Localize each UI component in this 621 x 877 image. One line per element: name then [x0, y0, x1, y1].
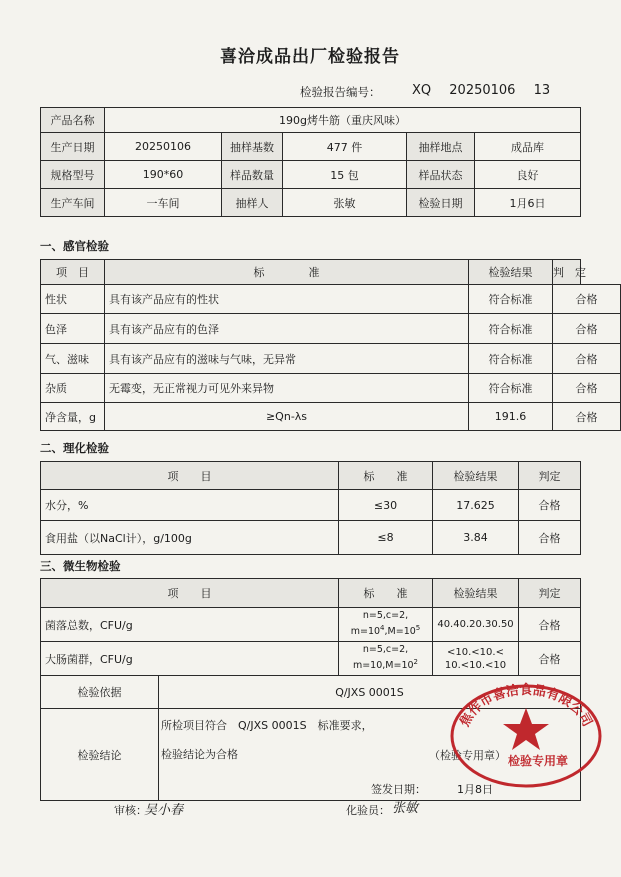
sensory-result: 191.6 — [469, 403, 553, 431]
table-row — [41, 314, 621, 344]
table-row — [41, 490, 581, 521]
micro-standard-line1: n=5,c=2, — [362, 644, 409, 656]
micro-item: 菌落总数，CFU/g — [41, 608, 339, 642]
stamp-star-icon — [503, 708, 549, 750]
physchem-standard: ≤30 — [339, 490, 433, 521]
sensory-judge: 合格 — [553, 344, 621, 374]
micro-head-result: 检验结果 — [433, 579, 519, 608]
stamp-arc-text: 焦作市喜洽食品有限公司 — [457, 683, 595, 730]
table-row — [41, 642, 581, 676]
micro-standard — [339, 642, 433, 676]
inspector-signature: 张敏 — [392, 801, 419, 816]
sensory-result: 符合标准 — [469, 344, 553, 374]
reviewer-label: 审核： — [114, 804, 147, 817]
sensory-result: 符合标准 — [469, 374, 553, 403]
sample-qty: 15 包 — [283, 161, 407, 189]
micro-judge: 合格 — [519, 642, 581, 676]
sensory-judge: 合格 — [553, 374, 621, 403]
workshop: 一车间 — [105, 189, 222, 217]
conclusion-label: 检验结论 — [41, 709, 159, 801]
sensory-item: 杂质 — [41, 374, 105, 403]
physchem-head-standard: 标 准 — [339, 462, 433, 490]
micro-standard-line1: n=5,c=2, — [362, 610, 409, 622]
sensory-judge: 合格 — [553, 285, 621, 314]
inspector-label: 化验员： — [346, 804, 390, 817]
company-stamp — [448, 678, 604, 788]
report-no-label: 检验报告编号： — [300, 85, 381, 99]
sensory-standard: 具有该产品应有的滋味与气味，无异常 — [105, 344, 469, 374]
physchem-head-item: 项 目 — [41, 462, 339, 490]
physchem-head-result: 检验结果 — [433, 462, 519, 490]
sensory-result: 符合标准 — [469, 285, 553, 314]
micro-result-line1: <10.<10.< — [447, 646, 504, 658]
micro-head-judge: 判定 — [519, 579, 581, 608]
physchem-judge: 合格 — [519, 521, 581, 555]
physchem-item: 食用盐（以NaCl计），g/100g — [41, 521, 339, 555]
stamp-note: （检验专用章） — [429, 749, 506, 762]
section-sensory-title: 一、感官检验 — [40, 239, 109, 253]
table-row — [41, 344, 621, 374]
header-table — [40, 107, 581, 217]
issue-date-label: 签发日期： — [371, 783, 426, 796]
physchem-table — [40, 461, 581, 555]
table-row — [41, 608, 581, 642]
prod-date-label: 生产日期 — [41, 133, 105, 161]
product-name: 190g烤牛筋（重庆风味） — [105, 108, 581, 133]
sample-place-label: 抽样地点 — [407, 133, 475, 161]
sensory-head-item: 项 目 — [41, 260, 105, 285]
table-row — [41, 374, 621, 403]
sample-state-label: 样品状态 — [407, 161, 475, 189]
report-title: 喜洽成品出厂检验报告 — [220, 47, 400, 67]
sensory-item: 色泽 — [41, 314, 105, 344]
sensory-table — [40, 259, 586, 285]
sensory-standard: 无霉变，无正常视力可见外来异物 — [105, 374, 469, 403]
micro-judge: 合格 — [519, 608, 581, 642]
sensory-standard: 具有该产品应有的性状 — [105, 285, 469, 314]
basis-value: Q/JXS 0001S — [159, 676, 581, 709]
micro-standard-line2: $m=10^4,M=10^5$ — [350, 624, 421, 638]
reviewer-signature: 吴小春 — [144, 803, 184, 818]
micro-table — [40, 578, 581, 676]
sensory-head-result: 检验结果 — [469, 260, 553, 285]
spec-label: 规格型号 — [41, 161, 105, 189]
prod-date: 20250106 — [105, 133, 222, 161]
sample-state: 良好 — [475, 161, 581, 189]
sensory-head-judge: 判 定 — [553, 260, 581, 285]
micro-result-line2: 10.<10.<10 — [444, 659, 507, 671]
table-row — [41, 403, 621, 431]
sample-base: 477 件 — [283, 133, 407, 161]
section-physchem-title: 二、理化检验 — [40, 441, 109, 455]
report-no-value: XQ 20250106 13 — [412, 83, 551, 98]
micro-standard — [339, 608, 433, 642]
physchem-result: 17.625 — [433, 490, 519, 521]
micro-result — [433, 642, 519, 676]
table-row — [41, 285, 621, 314]
table-row — [41, 521, 581, 555]
sampler-label: 抽样人 — [222, 189, 283, 217]
sensory-body — [40, 284, 621, 431]
inspect-date-label: 检验日期 — [407, 189, 475, 217]
micro-result: 40.40.20.30.50 — [433, 608, 519, 642]
product-name-label: 产品名称 — [41, 108, 105, 133]
sensory-judge: 合格 — [553, 403, 621, 431]
micro-item: 大肠菌群，CFU/g — [41, 642, 339, 676]
conclusion-line2: 检验结论为合格 — [161, 748, 238, 761]
sample-place: 成品库 — [475, 133, 581, 161]
physchem-judge: 合格 — [519, 490, 581, 521]
issue-date: 1月8日 — [457, 783, 493, 796]
sensory-judge: 合格 — [553, 314, 621, 344]
sensory-result: 符合标准 — [469, 314, 553, 344]
sample-base-label: 抽样基数 — [222, 133, 283, 161]
section-micro-title: 三、微生物检验 — [40, 559, 121, 573]
sampler: 张敏 — [283, 189, 407, 217]
sensory-item: 气、滋味 — [41, 344, 105, 374]
stamp-sub-text: 检验专用章 — [508, 754, 569, 768]
spec: 190*60 — [105, 161, 222, 189]
sensory-item: 性状 — [41, 285, 105, 314]
sensory-head-standard: 标 准 — [105, 260, 469, 285]
micro-head-standard: 标 准 — [339, 579, 433, 608]
micro-standard-line2: $m=10,M=10^2$ — [352, 658, 419, 672]
physchem-item: 水分，% — [41, 490, 339, 521]
physchem-standard: ≤8 — [339, 521, 433, 555]
sensory-standard: ≥Qn-λs — [105, 403, 469, 431]
conclusion-line1: 所检项目符合 Q/JXS 0001S 标准要求， — [161, 719, 373, 732]
basis-label: 检验依据 — [41, 676, 159, 709]
physchem-result: 3.84 — [433, 521, 519, 555]
inspect-date: 1月6日 — [475, 189, 581, 217]
sensory-item: 净含量，g — [41, 403, 105, 431]
sample-qty-label: 样品数量 — [222, 161, 283, 189]
workshop-label: 生产车间 — [41, 189, 105, 217]
physchem-head-judge: 判定 — [519, 462, 581, 490]
sensory-standard: 具有该产品应有的色泽 — [105, 314, 469, 344]
micro-head-item: 项 目 — [41, 579, 339, 608]
